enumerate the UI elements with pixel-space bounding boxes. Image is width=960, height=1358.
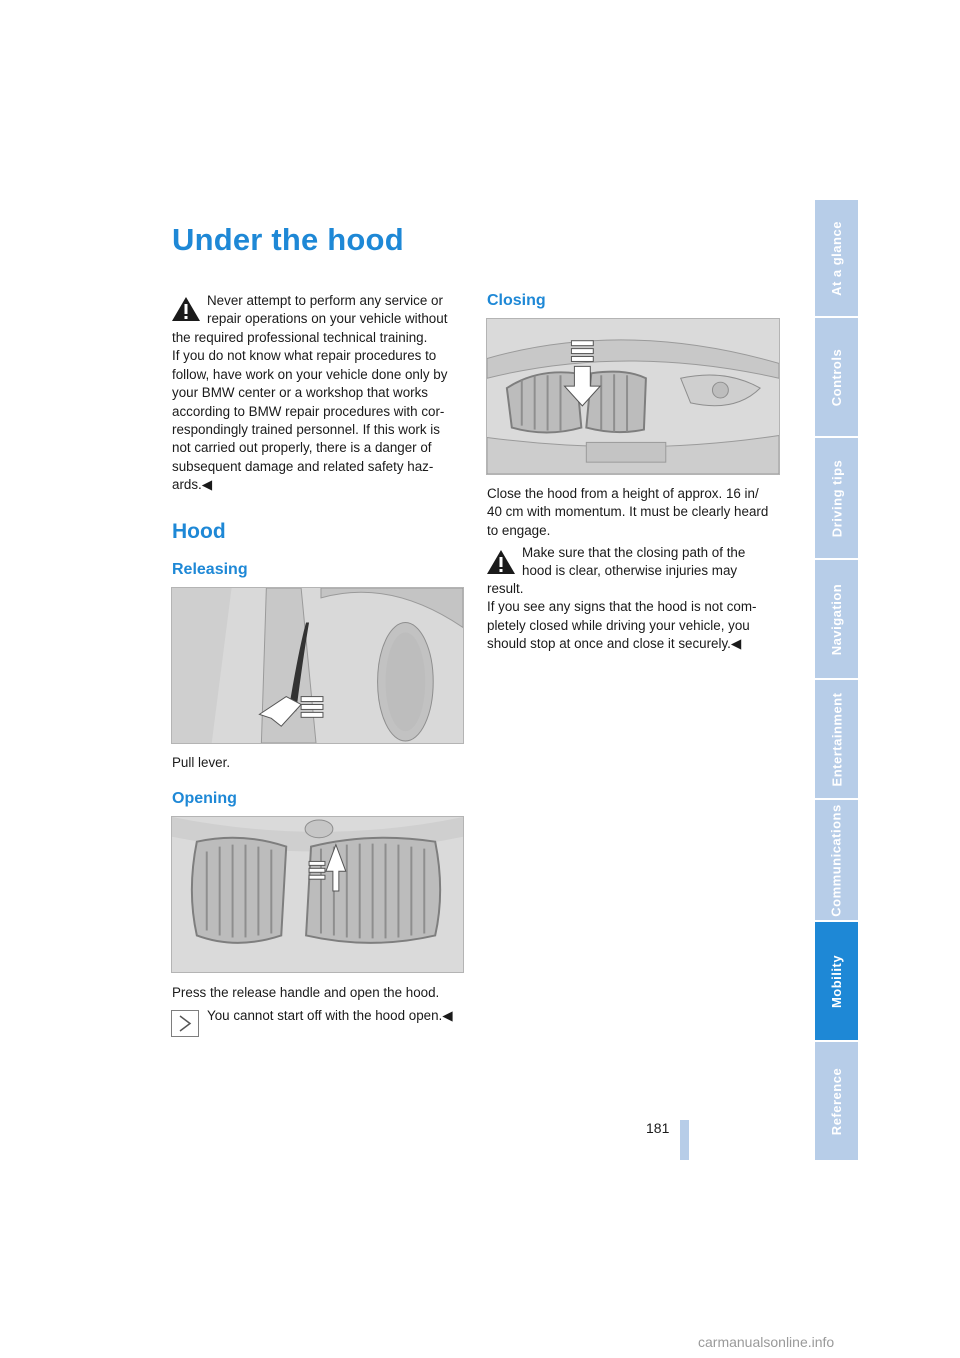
page-number-bar [680,1120,689,1160]
opening-caption: Press the release handle and open the hood. [172,985,440,1000]
hood-release-handle-illustration [171,816,464,973]
opening-note: You cannot start off with the hood open.◀ [207,1008,453,1023]
page-title: Under the hood [172,222,404,257]
note-icon [171,1010,199,1037]
closing-warning: Make sure that the closing path of the hood is clear, otherwise injuries may [522,545,746,579]
intro-warning: Never attempt to perform any service or repair operations on your vehicle without [207,293,448,327]
sidebar-tab-mobility[interactable]: Mobility [815,920,858,1040]
warning-icon [486,549,516,575]
intro-body: the required professional technical training. If you do not know what repair procedures to follow, have work on your vehicle done only by your BMW center or a workshop that works according to BMW repair procedures with cor- respondingly trained personnel. If this work is not carried out properly, there is a danger of subsequent damage and related safety haz- ards.◀ [172,330,448,493]
warning-icon [171,296,201,322]
hood-closing-illustration [486,318,780,475]
hood-release-lever-illustration [171,587,464,744]
releasing-caption: Pull lever. [172,755,231,770]
sidebar-tab-entertainment[interactable]: Entertainment [815,678,858,798]
page-number: 181 [646,1120,670,1136]
hood-heading: Hood [172,520,226,543]
sidebar-tab-driving-tips[interactable]: Driving tips [815,436,858,558]
sidebar-tab-controls[interactable]: Controls [815,316,858,436]
closing-body: Close the hood from a height of approx. 16 in/ 40 cm with momentum. It must be clearly heard to engage. [487,486,769,538]
sidebar-tab-communications[interactable]: Communications [815,798,858,920]
opening-heading: Opening [172,790,237,807]
releasing-heading: Releasing [172,561,248,578]
sidebar-tab-reference[interactable]: Reference [815,1040,858,1160]
watermark: carmanualsonline.info [698,1334,835,1350]
closing-heading: Closing [487,292,546,309]
sidebar-tab-navigation[interactable]: Navigation [815,558,858,678]
sidebar-tab-at-a-glance[interactable]: At a glance [815,198,858,316]
closing-warning-cont: result. If you see any signs that the hood is not com- pletely closed while driving your vehicle, you should stop at once and close it securely.◀ [487,581,757,652]
